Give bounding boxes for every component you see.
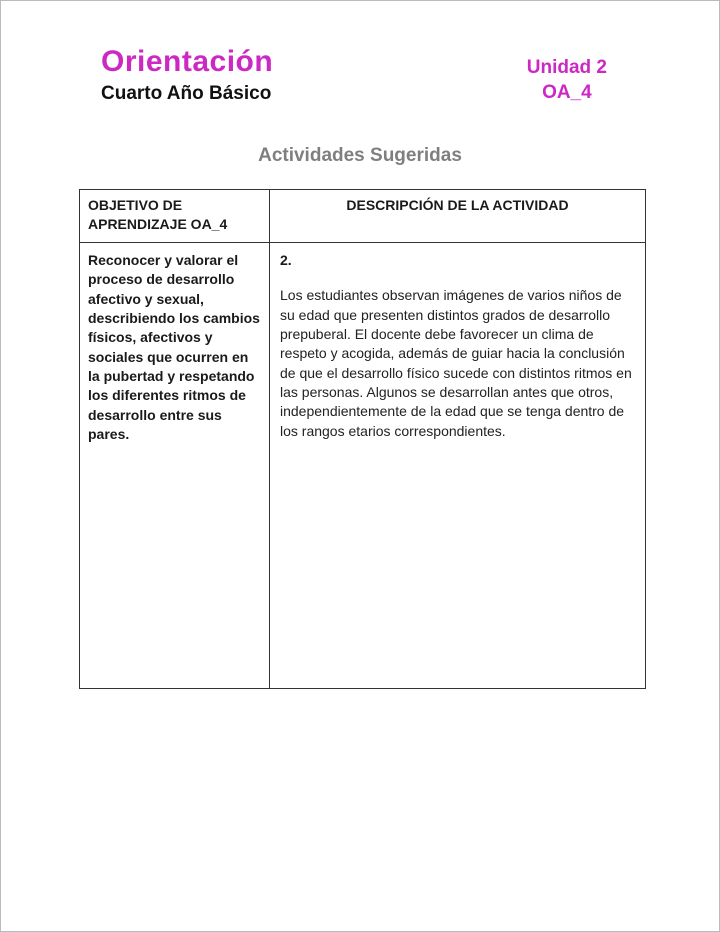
description-cell bbox=[270, 243, 646, 689]
document-subtitle: Cuarto Año Básico bbox=[101, 82, 272, 104]
header-right-block bbox=[527, 56, 607, 105]
activity-number: 2. bbox=[280, 252, 292, 269]
objective-cell: Reconocer y valorar el proceso de desarrollo afectivo y sexual, describiendo los cambios físicos, afectivos y sociales que ocurren en la pubertad y respetando los diferentes ritmos de desarrollo entre sus pares. bbox=[80, 243, 270, 689]
section-title: Actividades Sugeridas bbox=[258, 145, 462, 167]
oa-label: OA_4 bbox=[542, 81, 592, 103]
header-left-block bbox=[101, 45, 273, 105]
objective-column-header: OBJETIVO DE APRENDIZAJE OA_4 bbox=[80, 190, 270, 243]
page-header bbox=[1, 1, 719, 105]
document-title: Orientación bbox=[101, 45, 274, 78]
description-column-header: DESCRIPCIÓN DE LA ACTIVIDAD bbox=[270, 190, 646, 243]
table-header-row bbox=[80, 190, 646, 243]
activity-text: Los estudiantes observan imágenes de varios niños de su edad que presenten distintos grados de desarrollo prepuberal. El docente debe favorecer un clima de respeto y acogida, además de guiar hacia la conclusión de que el desarrollo físico sucede con distintos ritmos en las personas. Algunos se desarrollan antes que otros, independientemente de la edad que se tenga dentro de los rangos etarios correspondientes. bbox=[280, 287, 632, 439]
unit-label: Unidad 2 bbox=[526, 56, 607, 78]
table-body-row bbox=[80, 243, 646, 689]
activities-table bbox=[79, 189, 646, 689]
